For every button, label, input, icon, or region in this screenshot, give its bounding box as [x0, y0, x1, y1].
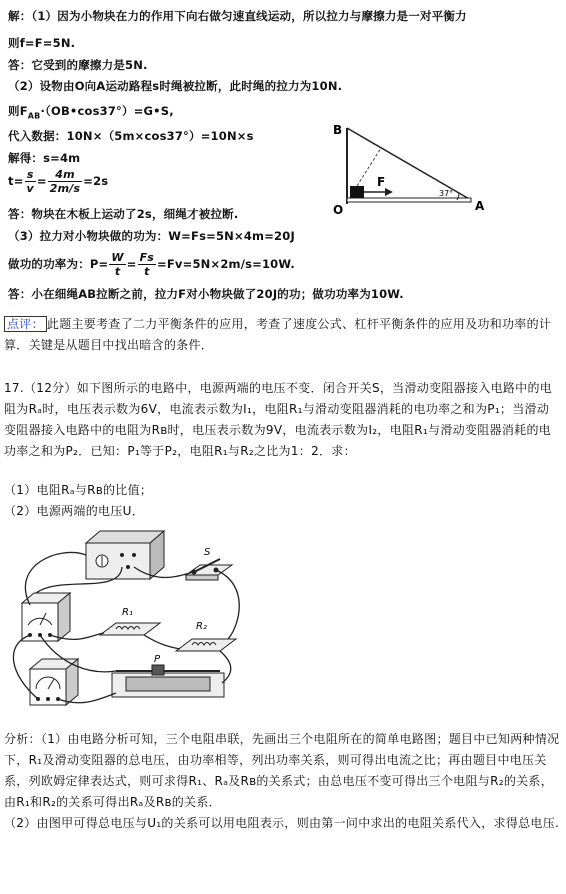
comment-tag: 点评：: [4, 316, 47, 332]
analysis-paragraph-2: （2）由图甲可得总电压与U₁的关系可以用电阻表示，则由第一问中求出的电阻关系代入，求得总电压.: [4, 816, 560, 830]
force-arrowhead: [385, 188, 393, 196]
power-supply: [86, 531, 164, 579]
solution-line-9: 答：物块在木板上运动了2s，细绳才被拉断.: [8, 207, 239, 221]
solution-line-10: （3）拉力对小物块做的功为：W=Fs=5N×4m=20J: [8, 229, 295, 243]
label-a: A: [475, 199, 485, 213]
label-f: F: [377, 175, 386, 189]
problem-17-text: 17.（12分）如下图所示的电路中，电源两端的电压不变．闭合开关S，当滑动变阻器接入电路中的电阻为Rₐ时，电压表示数为6V，电流表示数为I₁，电阻R₁与滑动变阻器消耗的电功率之和为P₁；当滑动变阻器接入电路中的电阻为Rʙ时，电压表示数为9V，电流表示数为I₂，电阻R₁与滑动变阻器消耗的电功率之和为P₂．已知：P₁等于P₂，电阻R₁与R₂之比为1：2．求：: [4, 381, 553, 458]
block: [350, 186, 364, 198]
fraction-w-t: $\frac{W}{t}$: [111, 251, 124, 278]
solution-line-7: 解得：s=4m: [8, 151, 81, 165]
solution-line-12: 答：小在细绳AB拉断之前，拉力F对小物块做了20J的功；做功功率为10W.: [8, 287, 404, 301]
label-r1: R₁: [122, 607, 133, 618]
fraction-s-v: $\frac{s}{v}$: [26, 168, 34, 195]
ammeter: [22, 593, 70, 641]
label-p: P: [154, 654, 161, 665]
label-o: O: [333, 203, 344, 217]
solution-line-3: 答：它受到的摩擦力是5N.: [8, 58, 148, 72]
problem-17-q1: （1）电阻Rₐ与Rʙ的比值；: [4, 483, 153, 497]
solution-line-11: 做功的功率为：P= $\frac{W}{t}$ = $\frac{Fs}{t}$ =Fv=5N×2m/s=10W.: [8, 251, 295, 278]
label-s: S: [204, 547, 211, 558]
fraction-fs-t: $\frac{Fs}{t}$: [139, 251, 155, 278]
comment-paragraph: 点评： 此题主要考查了二力平衡条件的应用，考查了速度公式、杠杆平衡条件的应用及功和功率的计算．关键是从题目中找出暗含的条件．: [4, 317, 552, 352]
lever-diagram: [325, 118, 495, 218]
label-angle: 37°: [439, 189, 454, 198]
resistor-r1: [100, 607, 160, 635]
solution-line-1: 解：（1）因为小物块在力的作用下向右做匀速直线运动，所以拉力与摩擦力是一对平衡力: [8, 9, 467, 23]
analysis-paragraph-1: 分析：（1）由电路分析可知，三个电阻串联，先画出三个电阻所在的简单电路图；题目中已知两种情况下，R₁及滑动变阻器的总电压，由功率相等，列出功率关系，则可得出电流之比；再由题目中电压关系，列欧姆定律表达式，则可求得R₁、Rₐ及Rʙ的关系式；由总电压不变可得出三个电阻与R₂的关系，由R₁和R₂的关系可得出Rₐ及Rʙ的关系．: [4, 732, 560, 809]
solution-line-8: t= $\frac{s}{v}$ = $\frac{4m}{2m/s}$ =2s: [8, 168, 109, 195]
fraction-4m-2ms: $\frac{4m}{2m/s}$: [49, 168, 81, 195]
solution-line-6: 代入数据：10N×（5m×cos37°）=10N×s: [8, 129, 254, 143]
solution-line-4: （2）设物由O向A运动路程s时绳被拉断，此时绳的拉力为10N.: [8, 79, 343, 93]
label-r2: R₂: [196, 621, 207, 632]
rheostat: [112, 654, 224, 697]
resistor-r2: [176, 621, 236, 651]
problem-17-q2: （2）电源两端的电压U．: [4, 504, 145, 518]
solution-line-2: 则f=F=5N.: [8, 36, 76, 50]
circuit-diagram: [0, 525, 260, 715]
board-oa: [347, 198, 471, 202]
solution-line-5: 则$F_{AB}\cdot(OB•\cos 37^\circ)=G•S$,: [8, 104, 174, 121]
label-b: B: [333, 123, 343, 137]
